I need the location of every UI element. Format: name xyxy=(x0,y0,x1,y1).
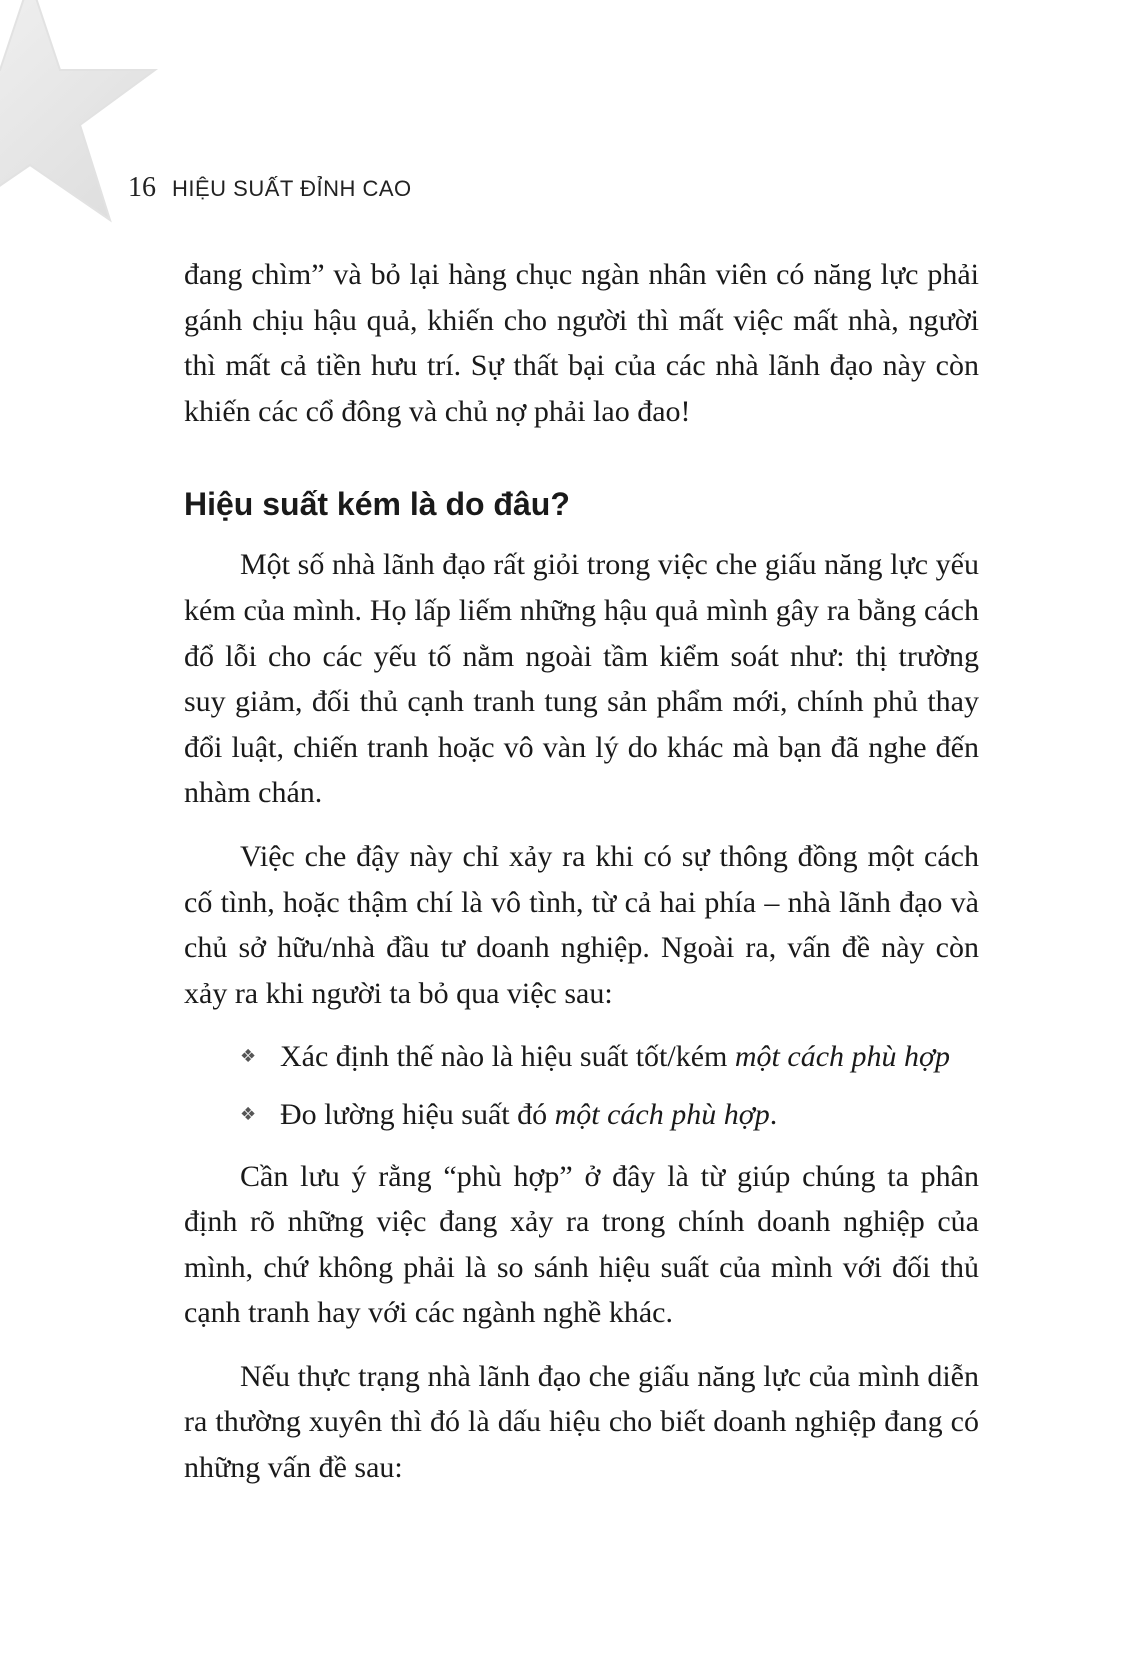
bullet-suffix: . xyxy=(769,1097,778,1131)
bullet-text: Xác định thế nào là hiệu suất tốt/kém xyxy=(280,1040,735,1074)
bullet-emphasis: một cách phù hợp xyxy=(554,1097,770,1131)
running-header xyxy=(128,172,412,212)
section-heading: Hiệu suất kém là do đâu? xyxy=(184,486,570,523)
body-paragraph: Một số nhà lãnh đạo rất giỏi trong việc che giấu năng lực yếu kém của mình. Họ lấp liếm những hậu quả mình gây ra bằng cách đổ lỗi cho các yếu tố nằm ngoài tầm kiểm soát như: thị trường suy giảm, đối thủ cạnh tranh tung sản phẩm mới, chính phủ thay đổi luật, chiến tranh hoặc vô vàn lý do khác mà bạn đã nghe đến nhàm chán. xyxy=(184,548,979,810)
bullet-text: Đo lường hiệu suất đó xyxy=(280,1097,555,1131)
diamond-bullet-icon: ❖ xyxy=(240,1103,257,1125)
body-paragraph: Nếu thực trạng nhà lãnh đạo che giấu năng lực của mình diễn ra thường xuyên thì đó là dấu hiệu cho biết doanh nghiệp đang có những vấn đề sau: xyxy=(184,1359,979,1485)
book-title: HIỆU SUẤT ĐỈNH CAO xyxy=(172,176,412,201)
bullet-item xyxy=(240,1092,979,1138)
body-paragraph: Cần lưu ý rằng “phù hợp” ở đây là từ giúp chúng ta phân định rõ những việc đang xảy ra trong chính doanh nghiệp của mình, chứ không phải là so sánh hiệu suất của mình với đối thủ cạnh tranh hay với các ngành nghề khác. xyxy=(184,1159,979,1330)
page-number: 16 xyxy=(128,172,156,203)
bullet-list xyxy=(184,1034,979,1137)
body-paragraph: Việc che đậy này chỉ xảy ra khi có sự thông đồng một cách cố tình, hoặc thậm chí là vô tình, từ cả hai phía – nhà lãnh đạo và chủ sở hữu/nhà đầu tư doanh nghiệp. Ngoài ra, vấn đề này còn xảy ra khi người ta bỏ qua việc sau: xyxy=(184,839,979,1010)
diamond-bullet-icon: ❖ xyxy=(240,1046,257,1068)
intro-paragraph: đang chìm” và bỏ lại hàng chục ngàn nhân viên có năng lực phải gánh chịu hậu quả, khiến cho người thì mất việc mất nhà, người thì mất cả tiền hưu trí. Sự thất bại của các nhà lãnh đạo này còn khiến các cổ đông và chủ nợ phải lao đao! xyxy=(184,258,979,428)
bullet-emphasis: một cách phù hợp xyxy=(734,1040,951,1074)
bullet-item xyxy=(240,1034,979,1080)
page-body xyxy=(184,252,979,1509)
